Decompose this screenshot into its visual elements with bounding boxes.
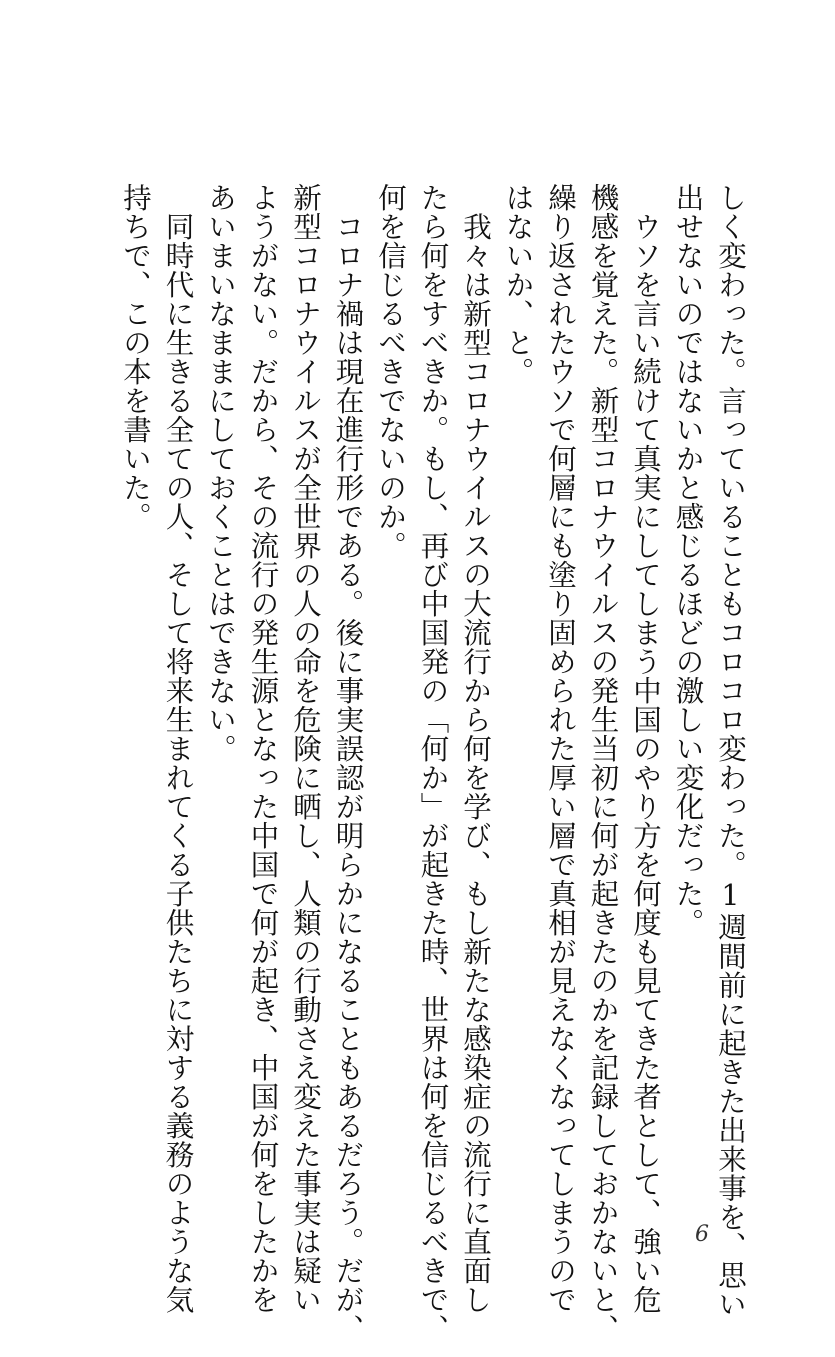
text-column: 繰り返されたウソで何層にも塗り固められた厚い層で真相が見えなくなってしまうので [544, 183, 577, 1314]
text-column: しく変わった。言っていることもコロコロ変わった。1週間前に起きた出来事を、思い [714, 183, 747, 1319]
vertical-text-body [71, 183, 751, 1343]
text-column: 我々は新型コロナウイルスの大流行から何を学び、もし新たな感染症の流行に直面し [459, 183, 492, 1314]
text-column: 新型コロナウイルスが全世界の人の命を危険に晒し、人類の行動さえ変えた事実は疑い [289, 183, 322, 1314]
text-column: はないか、と。 [501, 183, 535, 386]
text-column: あいまいなままにしておくことはできない。 [204, 183, 237, 763]
text-column: 何を信じるべきでないのか。 [374, 183, 407, 560]
text-column: たら何をすべきか。もし、再び中国発の「何か」が起きた時、世界は何を信じるべきで、 [416, 183, 450, 1343]
text-column: ようがない。だから、その流行の発生源となった中国で何が起き、中国が何をしたかを [246, 183, 280, 1314]
text-column: 出せないのではないかと感じるほどの激しい変化だった。 [671, 183, 705, 937]
page-number: 6 [695, 1222, 709, 1247]
text-column: コロナ禍は現在進行形である。後に事実誤認が明らかになることもあるだろう。だが、 [331, 183, 365, 1343]
text-column: 持ちで、この本を書いた。 [119, 183, 152, 531]
text-column: 同時代に生きる全ての人、そして将来生まれてくる子供たちに対する義務のような気 [161, 183, 195, 1314]
text-column: ウソを言い続けて真実にしてしまう中国のやり方を何度も見てきた者として、強い危 [629, 183, 662, 1314]
text-column: 機感を覚えた。新型コロナウイルスの発生当初に何が起きたのかを記録しておかないと、 [586, 183, 620, 1343]
